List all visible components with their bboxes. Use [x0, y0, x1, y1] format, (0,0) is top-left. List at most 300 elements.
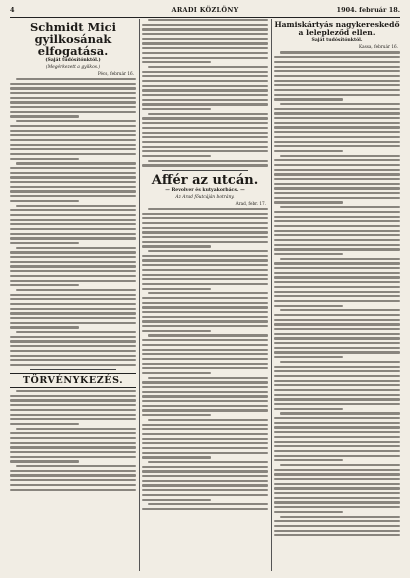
text-line [10, 270, 136, 272]
text-line [10, 214, 136, 216]
text-line [274, 426, 400, 428]
article-subtitle: (Megérkezett a gyilkos.) [45, 64, 101, 70]
text-line [10, 479, 136, 481]
text-line [274, 126, 400, 128]
text-line [274, 108, 400, 110]
text-line [142, 57, 268, 59]
text-line [10, 395, 136, 397]
text-line [142, 339, 268, 341]
text-line [142, 38, 268, 40]
text-line [142, 24, 268, 26]
text-line [274, 281, 400, 283]
text-line [274, 276, 400, 278]
text-line [274, 530, 400, 532]
text-line [274, 98, 343, 100]
article-dateline: Kassa, február 16. [359, 44, 398, 50]
issue-date: 1904. február 18. [336, 6, 400, 14]
text-line [10, 456, 136, 458]
text-line [274, 56, 400, 58]
text-line [274, 356, 343, 358]
text-line [274, 492, 400, 494]
text-line [10, 355, 136, 357]
article-subtitle: Saját tudósítónktól. [311, 37, 363, 43]
text-line [142, 330, 211, 332]
text-line [10, 404, 136, 406]
text-line [142, 80, 268, 82]
text-line [142, 311, 268, 313]
text-line [274, 187, 400, 189]
article-subtitle: — Revolver és kutyakorbács. — [165, 188, 245, 194]
text-line [142, 428, 268, 430]
text-line [142, 353, 268, 355]
text-line [10, 130, 136, 132]
text-line [274, 319, 400, 321]
text-line [142, 217, 268, 219]
text-line [274, 389, 400, 391]
text-line [274, 323, 400, 325]
text-line [10, 336, 136, 338]
text-line [16, 390, 136, 392]
text-line [10, 414, 136, 416]
text-line [10, 261, 136, 263]
text-line [10, 256, 136, 258]
article-dateline: Pécs, február 16. [97, 70, 134, 76]
text-line [274, 328, 400, 330]
text-line [274, 239, 400, 241]
text-line [142, 28, 268, 30]
column-3 [274, 19, 400, 571]
text-line [274, 211, 400, 213]
text-line [274, 61, 400, 63]
text-line [274, 380, 400, 382]
text-line [274, 89, 400, 91]
article-body [142, 19, 268, 167]
text-line [274, 469, 400, 471]
text-line [10, 460, 79, 462]
text-line [142, 274, 268, 276]
text-line [10, 280, 136, 282]
text-line [10, 106, 136, 108]
text-line [10, 317, 136, 319]
text-line [10, 489, 136, 491]
text-line [142, 442, 268, 444]
text-line [274, 441, 400, 443]
section-rule [30, 369, 116, 370]
text-line [148, 160, 268, 162]
text-line [280, 464, 400, 466]
text-line [274, 131, 400, 133]
text-line [274, 487, 400, 489]
text-line [142, 433, 268, 435]
article-title: Affér az utcán. [151, 172, 259, 188]
text-line [274, 534, 400, 536]
text-line [274, 351, 400, 353]
page-number: 4 [10, 6, 15, 14]
text-line [142, 155, 211, 157]
text-line [274, 347, 400, 349]
text-line [142, 71, 268, 73]
text-line [142, 499, 211, 501]
text-line [10, 446, 136, 448]
text-line [10, 322, 136, 324]
text-line [274, 192, 400, 194]
text-line [274, 300, 400, 302]
text-line [142, 381, 268, 383]
text-line [274, 173, 400, 175]
text-line [10, 148, 136, 150]
text-line [10, 470, 136, 472]
text-line [10, 233, 136, 235]
text-line [142, 466, 268, 468]
text-line [10, 181, 136, 183]
text-line [274, 375, 400, 377]
text-line [16, 162, 136, 164]
text-line [148, 334, 268, 336]
article-continued [142, 19, 268, 167]
text-line [142, 236, 268, 238]
article-schmidt-mici [10, 21, 136, 366]
text-line [142, 146, 268, 148]
text-line [148, 292, 268, 294]
text-line [274, 520, 400, 522]
text-line [142, 75, 268, 77]
text-line [274, 483, 400, 485]
text-line [274, 417, 400, 419]
text-line [274, 272, 400, 274]
article-dateline: Arad, febr. 17. [235, 200, 266, 206]
text-line [10, 87, 136, 89]
text-line [142, 259, 268, 261]
text-line [10, 340, 136, 342]
text-line [10, 134, 136, 136]
text-line [280, 155, 400, 157]
text-line [10, 423, 79, 425]
text-line [142, 61, 211, 63]
text-line [142, 52, 268, 54]
text-line [10, 364, 136, 366]
text-line [142, 414, 211, 416]
text-line [274, 422, 400, 424]
text-line [274, 459, 343, 461]
text-line [274, 455, 400, 457]
text-line [142, 288, 211, 290]
text-line [10, 172, 136, 174]
text-line [148, 461, 268, 463]
text-line [142, 150, 268, 152]
text-line [16, 247, 136, 249]
text-line [274, 314, 400, 316]
article-affer [142, 174, 268, 511]
text-line [10, 251, 136, 253]
text-line [274, 431, 400, 433]
text-line [274, 216, 400, 218]
text-line [142, 33, 268, 35]
text-line [274, 506, 400, 508]
text-line [142, 494, 268, 496]
text-line [274, 66, 400, 68]
text-line [10, 92, 136, 94]
article-torvenykezes [10, 373, 136, 491]
text-line [10, 275, 136, 277]
text-line [142, 297, 268, 299]
text-line [274, 445, 400, 447]
column-divider [139, 19, 140, 571]
text-line [10, 345, 136, 347]
text-line [10, 242, 79, 244]
text-line [142, 264, 268, 266]
text-line [10, 237, 136, 239]
text-line [274, 220, 400, 222]
text-line [142, 484, 268, 486]
text-line [10, 190, 136, 192]
text-line [16, 428, 136, 430]
text-line [142, 122, 268, 124]
newspaper-masthead: ARADI KÖZLÖNY [171, 6, 239, 14]
text-line [280, 412, 400, 414]
text-line [142, 117, 268, 119]
text-line [142, 302, 268, 304]
text-line [274, 230, 400, 232]
text-line [10, 200, 79, 202]
text-line [142, 103, 268, 105]
text-line [142, 475, 268, 477]
text-line [274, 305, 343, 307]
text-line [10, 442, 136, 444]
text-line [142, 447, 268, 449]
text-line [142, 269, 268, 271]
article-body [10, 390, 136, 491]
text-line [274, 478, 400, 480]
column-divider [271, 19, 272, 571]
text-line [274, 112, 400, 114]
text-line [142, 241, 268, 243]
text-line [142, 409, 268, 411]
text-line [10, 186, 136, 188]
text-line [142, 405, 268, 407]
article-body [10, 78, 136, 366]
text-line [274, 366, 400, 368]
text-line [274, 84, 400, 86]
text-line [280, 103, 400, 105]
article-body [274, 51, 400, 536]
text-line [280, 309, 400, 311]
text-line [148, 419, 268, 421]
text-line [274, 183, 400, 185]
text-line [16, 465, 136, 467]
text-line [142, 372, 211, 374]
text-line [142, 480, 268, 482]
text-line [148, 208, 268, 210]
text-line [274, 511, 343, 513]
text-line [274, 384, 400, 386]
text-line [142, 132, 268, 134]
text-line [274, 178, 400, 180]
text-line [274, 501, 400, 503]
text-line [148, 19, 268, 21]
text-line [142, 94, 268, 96]
section-heading: TÖRVÉNYKEZÉS. [10, 373, 136, 388]
page-header [10, 6, 400, 16]
article-title: Hamiskártyás nagykereskedő a lelepleződ ellen. [274, 20, 400, 37]
text-line [142, 400, 268, 402]
text-line [274, 169, 400, 171]
text-line [274, 337, 400, 339]
text-line [274, 291, 400, 293]
text-line [142, 141, 268, 143]
text-line [142, 358, 268, 360]
text-line [142, 391, 268, 393]
text-line [274, 248, 400, 250]
text-line [274, 253, 343, 255]
text-line [10, 195, 136, 197]
text-line [274, 342, 400, 344]
text-line [274, 201, 343, 203]
article-subtitle: (Saját tudósítónktól.) [45, 58, 101, 64]
text-line [142, 108, 211, 110]
text-line [148, 113, 268, 115]
column-2 [142, 19, 268, 571]
text-line [274, 333, 400, 335]
text-line [142, 456, 211, 458]
text-line [274, 159, 400, 161]
text-line [274, 244, 400, 246]
text-line [142, 489, 268, 491]
text-line [10, 158, 79, 160]
text-line [142, 89, 268, 91]
text-line [10, 451, 136, 453]
text-line [142, 363, 268, 365]
text-line [10, 97, 136, 99]
text-line [10, 437, 136, 439]
text-line [148, 250, 268, 252]
text-line [142, 42, 268, 44]
text-line [16, 289, 136, 291]
text-line [148, 66, 268, 68]
text-line [142, 164, 268, 166]
text-line [142, 349, 268, 351]
text-line [142, 47, 268, 49]
text-line [274, 497, 400, 499]
text-line [142, 424, 268, 426]
section-rule [162, 170, 248, 171]
article-title: Schmidt Mici gyilkosának elfogatása. [29, 20, 117, 59]
text-line [10, 139, 136, 141]
text-line [274, 398, 400, 400]
text-line [142, 231, 268, 233]
text-line [142, 227, 268, 229]
text-line [142, 283, 268, 285]
text-line [10, 115, 79, 117]
header-rule [10, 17, 400, 18]
text-line [10, 125, 136, 127]
text-line [10, 209, 136, 211]
text-line [10, 101, 136, 103]
text-line [274, 267, 400, 269]
text-line [10, 298, 136, 300]
text-line [280, 516, 400, 518]
text-line [10, 265, 136, 267]
text-line [142, 255, 268, 257]
text-line [142, 127, 268, 129]
text-line [142, 316, 268, 318]
text-line [10, 312, 136, 314]
text-line [10, 167, 136, 169]
text-line [142, 470, 268, 472]
text-line [10, 308, 136, 310]
text-line [142, 508, 268, 510]
text-line [274, 164, 400, 166]
text-line [274, 286, 400, 288]
text-line [10, 284, 79, 286]
text-line [10, 153, 136, 155]
article-hamiskartyas [274, 21, 400, 536]
text-line [274, 408, 343, 410]
text-line [10, 111, 136, 113]
text-line [274, 117, 400, 119]
text-line [16, 78, 136, 80]
text-line [142, 344, 268, 346]
text-line [274, 473, 400, 475]
text-line [274, 136, 400, 138]
text-line [10, 474, 136, 476]
text-line [142, 136, 268, 138]
text-line [274, 75, 400, 77]
text-line [274, 122, 400, 124]
text-line [10, 399, 136, 401]
text-line [142, 325, 268, 327]
text-line [274, 197, 400, 199]
text-line [280, 361, 400, 363]
text-line [274, 403, 400, 405]
text-line [10, 432, 136, 434]
text-line [274, 295, 400, 297]
text-line [10, 223, 136, 225]
text-line [142, 213, 268, 215]
text-line [274, 141, 400, 143]
text-line [274, 394, 400, 396]
text-line [274, 525, 400, 527]
column-1 [10, 19, 136, 571]
text-line [16, 120, 136, 122]
text-line [280, 51, 400, 53]
text-line [10, 409, 136, 411]
text-line [274, 450, 400, 452]
text-line [10, 326, 79, 328]
text-line [10, 83, 136, 85]
text-line [142, 85, 268, 87]
text-line [142, 320, 268, 322]
text-line [142, 306, 268, 308]
text-line [142, 386, 268, 388]
text-line [274, 436, 400, 438]
text-line [142, 367, 268, 369]
text-line [142, 438, 268, 440]
text-line [142, 245, 211, 247]
text-line [142, 395, 268, 397]
text-line [10, 484, 136, 486]
text-line [16, 205, 136, 207]
text-line [280, 258, 400, 260]
article-subtitle: Az Arad főutcáján botrány. [175, 194, 235, 200]
text-line [274, 262, 400, 264]
text-line [10, 303, 136, 305]
text-line [148, 503, 268, 505]
text-line [16, 331, 136, 333]
text-line [274, 150, 343, 152]
text-line [10, 294, 136, 296]
text-line [274, 225, 400, 227]
article-body [142, 208, 268, 510]
